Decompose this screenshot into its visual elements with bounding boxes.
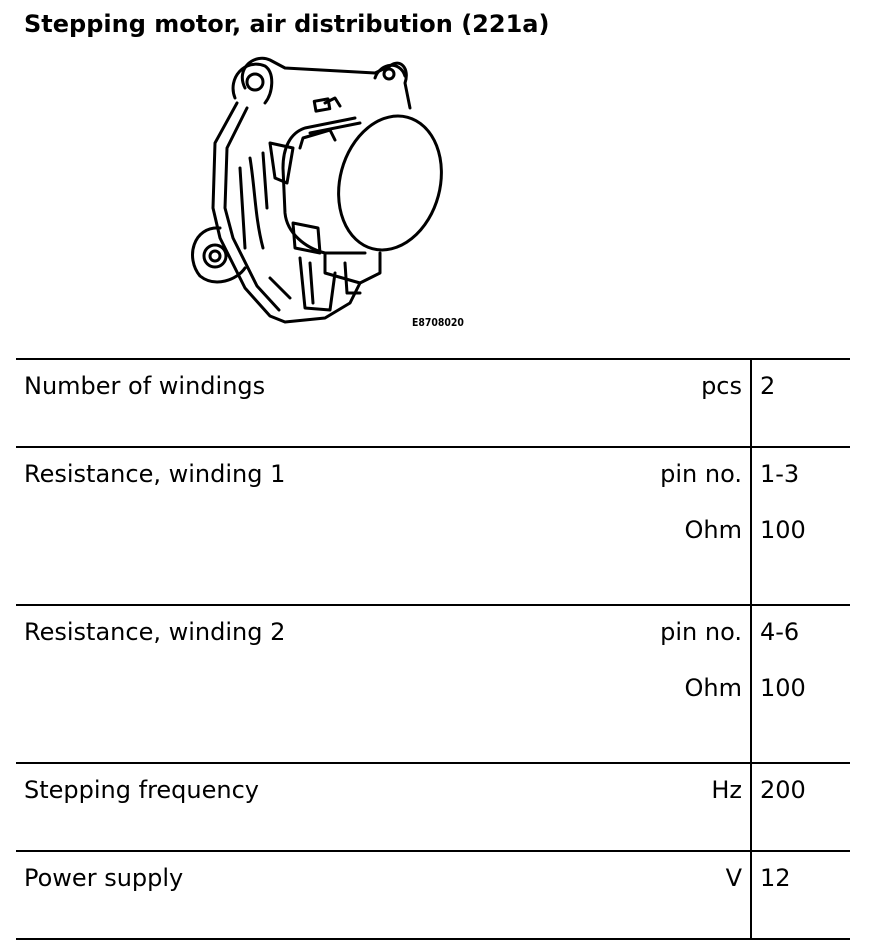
row-label: Stepping frequency [16, 763, 554, 851]
table-row [16, 851, 850, 939]
row-unit: pcs [554, 359, 751, 447]
row-unit: Ohm [554, 516, 751, 605]
spec-table [16, 358, 850, 940]
stepping-motor-illustration [175, 48, 495, 340]
table-row [16, 763, 850, 851]
row-value: 100 [751, 516, 850, 605]
row-unit: pin no. [554, 447, 751, 516]
table-row [16, 674, 850, 763]
row-label: Number of windings [16, 359, 554, 447]
row-unit: Hz [554, 763, 751, 851]
row-value: 2 [751, 359, 850, 447]
row-unit: pin no. [554, 605, 751, 674]
row-value: 1-3 [751, 447, 850, 516]
table-row [16, 605, 850, 674]
row-label: Resistance, winding 1 [16, 447, 554, 516]
row-value: 12 [751, 851, 850, 939]
table-row [16, 447, 850, 516]
row-unit: V [554, 851, 751, 939]
page-title: Stepping motor, air distribution (221a) [24, 10, 550, 38]
table-row [16, 516, 850, 605]
row-value: 4-6 [751, 605, 850, 674]
table-row [16, 359, 850, 447]
row-value: 100 [751, 674, 850, 763]
row-value: 200 [751, 763, 850, 851]
row-label: Power supply [16, 851, 554, 939]
row-label: Resistance, winding 2 [16, 605, 554, 674]
row-unit: Ohm [554, 674, 751, 763]
figure-code: E8708020 [412, 316, 464, 329]
